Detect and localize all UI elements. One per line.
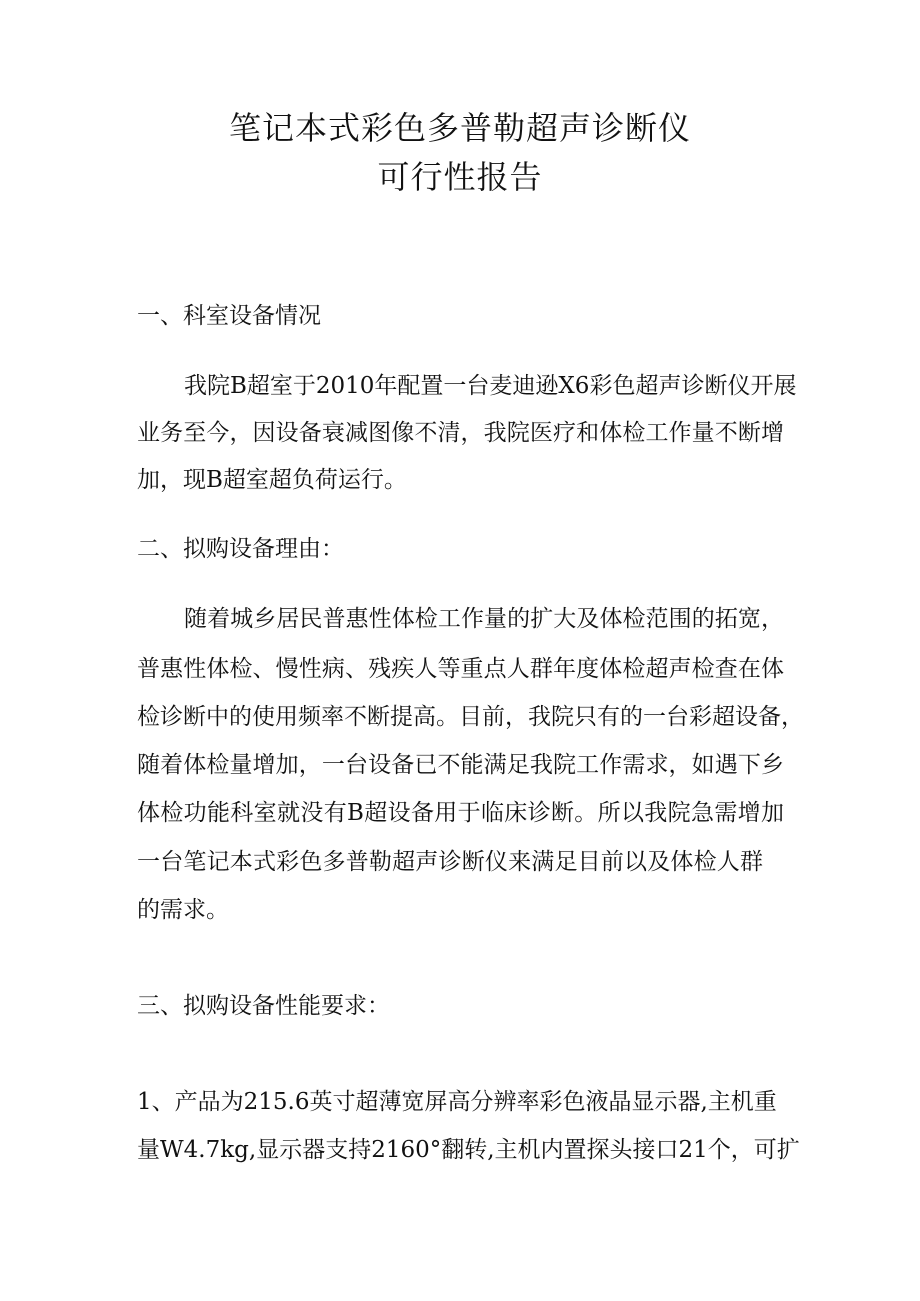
section2-line-1: 随着城乡居民普惠性体检工作量的扩大及体检范围的拓宽， bbox=[184, 606, 784, 632]
section3-heading: 三、拟购设备性能要求： bbox=[137, 993, 390, 1019]
section1-line-2: 业务至今，因设备衰减图像不清，我院医疗和体检工作量不断增 bbox=[137, 420, 784, 446]
section2-heading: 二、拟购设备理由： bbox=[137, 536, 344, 562]
section2-line-4: 随着体检量增加，一台设备已不能满足我院工作需求，如遇下乡 bbox=[137, 752, 784, 778]
section2-line-7: 的需求。 bbox=[137, 897, 229, 923]
section2-line-3: 检诊断中的使用频率不断提高。目前，我院只有的一台彩超设备， bbox=[137, 704, 804, 730]
section3-line-2: 量W4.7kg,显示器支持2160°翻转,主机内置探头接口21个，可扩 bbox=[137, 1137, 800, 1163]
section1-line-3: 加，现B超室超负荷运行。 bbox=[137, 467, 407, 493]
document-title-line2: 可行性报告 bbox=[377, 158, 543, 196]
section3-line-1: 1、产品为215.6英寸超薄宽屏高分辨率彩色液晶显示器,主机重 bbox=[137, 1089, 777, 1115]
section2-line-5: 体检功能科室就没有B超设备用于临床诊断。所以我院急需增加 bbox=[137, 800, 784, 826]
section2-line-2: 普惠性体检、慢性病、残疾人等重点人群年度体检超声检查在体 bbox=[137, 656, 784, 682]
section2-line-6: 一台笔记本式彩色多普勒超声诊断仪来满足目前以及体检人群 bbox=[137, 849, 763, 875]
section1-line-1: 我院B超室于2010年配置一台麦迪逊X6彩色超声诊断仪开展 bbox=[184, 373, 797, 399]
document-title-line1: 笔记本式彩色多普勒超声诊断仪 bbox=[228, 109, 691, 147]
section1-heading: 一、科室设备情况 bbox=[137, 303, 321, 329]
